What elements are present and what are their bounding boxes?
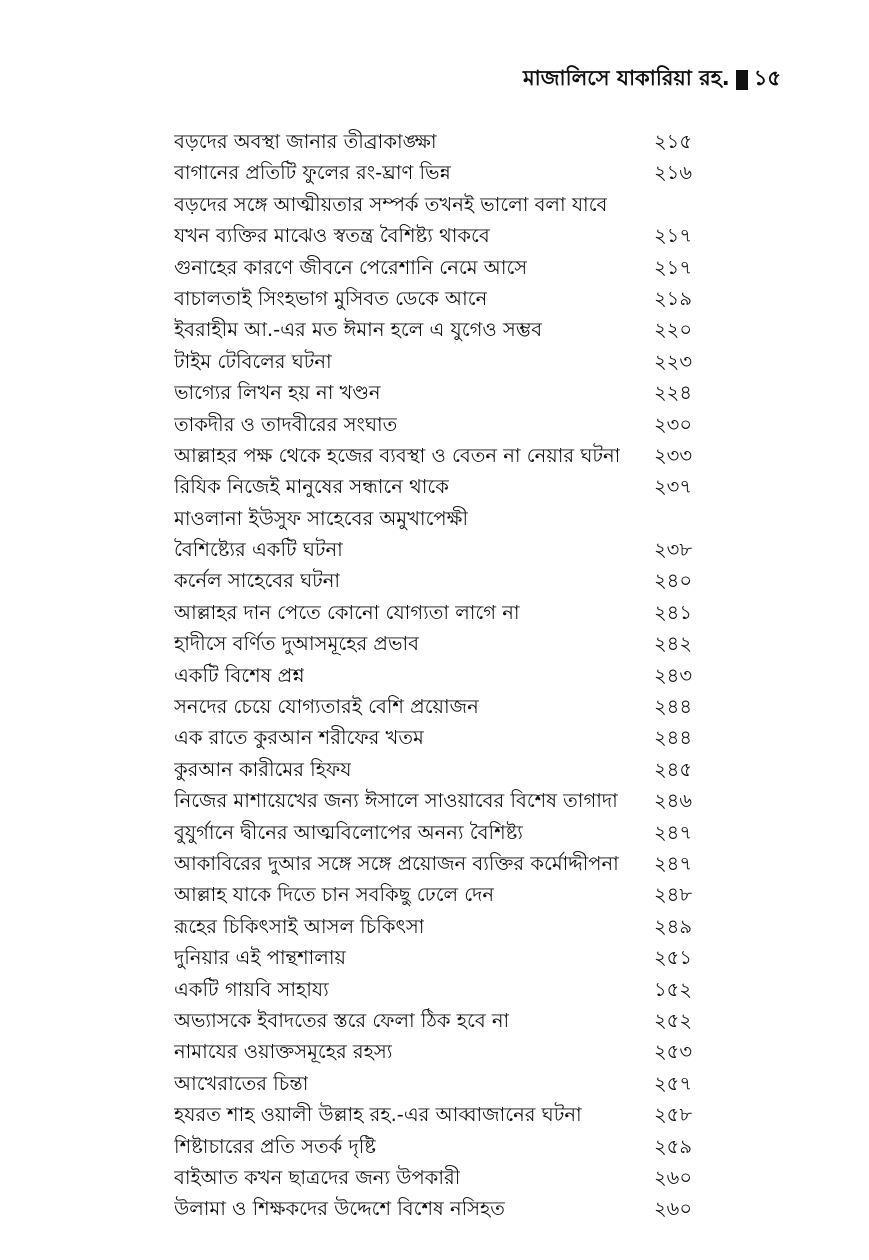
toc-entry-page: ২১৯: [654, 286, 692, 310]
toc-entry-page: ২৫৭: [654, 1071, 693, 1095]
toc-entry-page: ২৪৪: [654, 726, 692, 750]
toc-entry: [174, 503, 706, 534]
toc-entry-page: ২৪৯: [654, 914, 692, 938]
toc-entry-page: ২৪৫: [654, 757, 692, 781]
toc-entry-title: কুরআন কারীমের হিফয: [174, 757, 352, 781]
toc-entry: [174, 534, 706, 565]
toc-entry-title: আকাবিরের দুআর সঙ্গে সঙ্গে প্রয়োজন ব্যক্তির কর্মোদ্দীপনা: [174, 851, 619, 875]
toc-entry-title: তাকদীর ও তাদবীরের সংঘাত: [174, 412, 398, 436]
toc-entry-title: উলামা ও শিক্ষকদের উদ্দেশে বিশেষ নসিহত: [174, 1197, 505, 1221]
toc-entry-page: ২২৩: [654, 349, 693, 373]
toc-entry-title: হাদীসে বর্ণিত দুআসমূহের প্রভাব: [174, 632, 419, 656]
toc-entry-page: ২৩০: [654, 412, 693, 436]
toc-entry-page: ২২০: [654, 318, 693, 342]
toc-entry-page: ২৬০: [654, 1197, 693, 1221]
toc-entry-page: ২৩৩: [654, 443, 693, 467]
toc-entry-page: ২৫৩: [654, 1040, 693, 1064]
toc-entry: [174, 722, 706, 753]
toc-entry-title: বাগানের প্রতিটি ফুলের রং-ঘ্রাণ ভিন্ন: [174, 161, 451, 185]
toc-entry-page: ২৫২: [654, 1008, 693, 1032]
toc-entry-title: নামাযের ওয়াক্তসমূহের রহস্য: [174, 1040, 393, 1064]
toc-entry: [174, 189, 706, 220]
toc-entry-title: দুনিয়ার এই পান্থশালায়: [174, 946, 346, 970]
toc-entry-title: মাওলানা ইউসুফ সাহেবের অমুখাপেক্ষী: [174, 506, 469, 530]
toc-entry-page: ২৪০: [654, 569, 693, 593]
toc-entry-title: টাইম টেবিলের ঘটনা: [174, 349, 332, 373]
toc-entry-title: শিষ্টাচারের প্রতি সতর্ক দৃষ্টি: [174, 1134, 376, 1158]
toc-entry: [174, 597, 706, 628]
toc-entry-page: ২৪৭: [654, 820, 693, 844]
toc-entry: [174, 157, 706, 188]
toc-entry-title: আল্লাহর দান পেতে কোনো যোগ্যতা লাগে না: [174, 600, 520, 624]
toc-entry: [174, 252, 706, 283]
toc-entry: [174, 440, 706, 471]
toc-entry-page: ২১৭: [654, 255, 693, 279]
toc-entry-title: সনদের চেয়ে যোগ্যতারই বেশি প্রয়োজন: [174, 695, 479, 719]
running-header: [523, 62, 781, 97]
toc-entry-title: একটি বিশেষ প্রশ্ন: [174, 663, 305, 687]
toc-entry: [174, 974, 706, 1005]
toc-entry-page: ২৩৭: [654, 475, 693, 499]
toc-entry-page: ১৫২: [654, 977, 692, 1001]
toc-entry-title: এক রাতে কুরআন শরীফের খতম: [174, 726, 424, 750]
page-number: ১৫: [753, 66, 781, 90]
toc-entry: [174, 691, 706, 722]
toc-entry-title: বড়দের অবস্থা জানার তীব্রাকাঙ্ক্ষা: [174, 130, 437, 153]
toc-entry: [174, 911, 706, 942]
toc-entry-title: ভাগ্যের লিখন হয় না খণ্ডন: [174, 381, 381, 405]
toc-entry: [174, 314, 706, 345]
toc-entry-title: রিযিক নিজেই মানুষের সন্ধানে থাকে: [174, 475, 449, 499]
header-separator-mark: [736, 70, 748, 90]
toc-entry-page: ২৫১: [654, 946, 692, 970]
toc-entry-title: আল্লাহর পক্ষ থেকে হজের ব্যবস্থা ও বেতন না নেয়ার ঘটনা: [174, 443, 621, 467]
toc-entry: [174, 1193, 706, 1224]
toc-entry-title: অভ্যাসকে ইবাদতের স্তরে ফেলা ঠিক হবে না: [174, 1008, 510, 1032]
toc-entry-page: ২১৫: [654, 130, 692, 153]
toc-entry-page: ২৪৬: [654, 789, 693, 813]
toc-entry-page: ২৪৮: [654, 883, 692, 907]
toc-entry-title: একটি গায়বি সাহায্য: [174, 977, 329, 1001]
toc-entry-page: ২২৪: [654, 381, 693, 405]
toc-entry: [174, 1162, 706, 1193]
toc-entry: [174, 754, 706, 785]
toc-entry-title: যখন ব্যক্তির মাঝেও স্বতন্ত্র বৈশিষ্ট্য থাকবে: [174, 224, 490, 248]
toc-entry: [174, 1005, 706, 1036]
toc-entry-title: বৈশিষ্ট্যের একটি ঘটনা: [174, 538, 343, 562]
toc-entry: [174, 126, 706, 157]
toc-entry: [174, 1099, 706, 1130]
toc-entry-page: ২৪৪: [654, 695, 692, 719]
toc-entry-page: ২৩৮: [654, 538, 693, 562]
toc-entry-title: রূহের চিকিৎসাই আসল চিকিৎসা: [174, 914, 425, 938]
toc-entry-page: ২৫৯: [654, 1134, 692, 1158]
running-title: মাজালিসে যাকারিয়া রহ.: [522, 66, 730, 90]
toc-entry-page: ২৪৭: [654, 851, 693, 875]
table-of-contents: [174, 126, 706, 1225]
toc-entry-page: ২৪৩: [654, 663, 693, 687]
toc-entry: [174, 565, 706, 596]
toc-entry-page: ২৬০: [654, 1165, 693, 1189]
toc-entry-title: ইবরাহীম আ.-এর মত ঈমান হলে এ যুগেও সম্ভব: [174, 318, 543, 342]
toc-entry-title: বড়দের সঙ্গে আত্মীয়তার সম্পর্ক তখনই ভালো বলা যাবে: [174, 192, 608, 216]
toc-entry: [174, 942, 706, 973]
toc-entry-page: ২৫৮: [654, 1103, 692, 1127]
toc-entry: [174, 817, 706, 848]
toc-entry: [174, 1036, 706, 1067]
toc-entry-title: আখেরাতের চিন্তা: [174, 1071, 309, 1095]
toc-entry: [174, 660, 706, 691]
toc-entry-title: বাইআত কখন ছাত্রদের জন্য উপকারী: [174, 1165, 461, 1189]
toc-entry: [174, 1131, 706, 1162]
toc-entry: [174, 283, 706, 314]
toc-entry: [174, 628, 706, 659]
toc-entry-title: বাচালতাই সিংহভাগ মুসিবত ডেকে আনে: [174, 286, 488, 310]
toc-entry: [174, 346, 706, 377]
toc-entry: [174, 1068, 706, 1099]
toc-entry: [174, 409, 706, 440]
toc-entry-title: বুযুর্গানে দ্বীনের আত্মবিলোপের অনন্য বৈশিষ্ট্য: [174, 820, 523, 844]
toc-entry-page: ২১৭: [654, 224, 693, 248]
toc-entry: [174, 848, 706, 879]
toc-entry-page: ২৪১: [654, 600, 692, 624]
toc-entry: [174, 785, 706, 816]
toc-entry-title: নিজের মাশায়েখের জন্য ঈসালে সাওয়াবের বিশেষ তাগাদা: [174, 789, 618, 813]
toc-entry: [174, 879, 706, 910]
toc-entry-page: ২৪২: [654, 632, 693, 656]
toc-entry-title: আল্লাহ যাকে দিতে চান সবকিছু ঢেলে দেন: [174, 883, 495, 907]
toc-entry-title: হযরত শাহ ওয়ালী উল্লাহ রহ.-এর আব্বাজানের ঘটনা: [174, 1103, 582, 1127]
toc-entry-title: গুনাহের কারণে জীবনে পেরেশানি নেমে আসে: [174, 255, 528, 279]
toc-entry: [174, 471, 706, 502]
toc-entry-page: ২১৬: [654, 161, 693, 185]
toc-entry: [174, 377, 706, 408]
toc-entry: [174, 220, 706, 251]
toc-entry-title: কর্নেল সাহেবের ঘটনা: [174, 569, 341, 593]
